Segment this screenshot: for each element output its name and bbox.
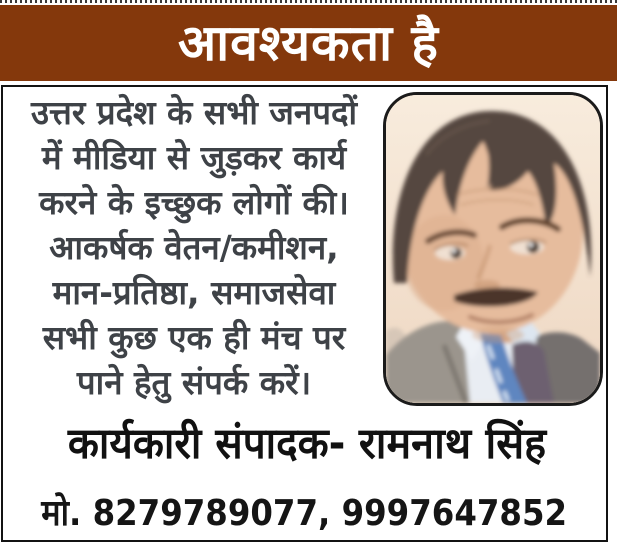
editor-name: रामनाथ सिंह	[358, 419, 546, 469]
phone-numbers: मो. 8279789077, 9997647852	[41, 493, 568, 534]
phone-line	[3, 487, 606, 536]
ad-text-line-7: पाने हेतु संपर्क करें।	[76, 363, 312, 402]
page-dotted-rule	[0, 0, 617, 3]
ad-title: आवश्यकता है	[178, 14, 439, 72]
editor-line	[3, 418, 606, 472]
header-bar	[0, 5, 617, 81]
ad-text-block	[5, 90, 383, 405]
ad-text-line-3: करने के इच्छुक लोगों की।	[39, 183, 349, 222]
ad-text-line-5: मान-प्रतिष्ठा, समाजसेवा	[52, 273, 336, 312]
portrait-photo	[383, 92, 603, 406]
ad-body-box	[1, 85, 608, 542]
ad-text-line-1: उत्तर प्रदेश के सभी जनपदों	[30, 93, 358, 132]
ad-text-line-2: में मीडिया से जुड़कर कार्य	[41, 138, 347, 177]
ad-text-line-4: आकर्षक वेतन/कमीशन,	[49, 228, 339, 267]
editor-designation: कार्यकारी संपादक-	[68, 419, 346, 469]
ad-text-line-6: सभी कुछ एक ही मंच पर	[42, 318, 346, 357]
